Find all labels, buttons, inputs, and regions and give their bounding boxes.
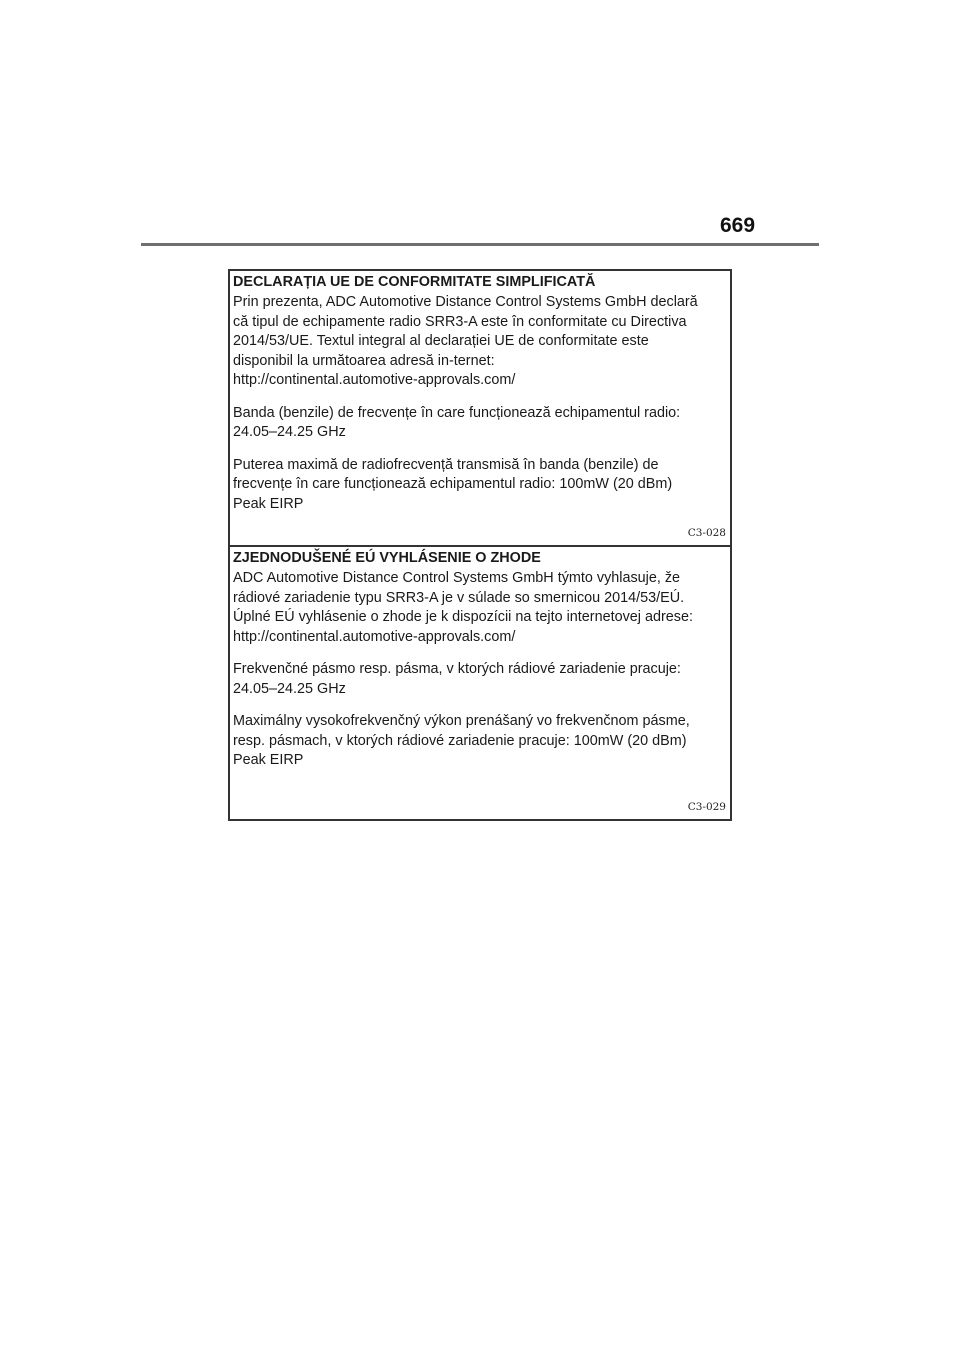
declaration-paragraph <box>233 293 728 391</box>
text-line: Maximálny vysokofrekvenčný výkon prenášaný vo frekvenčnom pásme, <box>233 713 690 729</box>
figure-code: C3-029 <box>687 801 726 813</box>
text-line: rádiové zariadenie typu SRR3-A je v súlade so smernicou 2014/53/EÚ. <box>233 589 685 606</box>
text-line: că tipul de echipamente radio SRR3-A este în conformitate cu Directiva <box>233 313 687 330</box>
text-line: Peak EIRP <box>233 495 304 512</box>
url-text: http://continental.automotive-approvals.com/ <box>233 628 516 645</box>
text-line: ADC Automotive Distance Control Systems GmbH týmto vyhlasuje, že <box>233 570 681 586</box>
text-line: frecvențe în care funcționează echipamentul radio: 100mW (20 dBm) <box>233 476 673 492</box>
declaration-paragraph <box>233 569 728 647</box>
frequency-value: 24.05–24.25 GHz <box>233 424 346 440</box>
page-number: 669 <box>720 214 756 237</box>
frequency-band-paragraph <box>233 660 728 699</box>
declaration-title: ZJEDNODUŠENÉ EÚ VYHLÁSENIE O ZHODE <box>233 550 541 566</box>
frequency-band-paragraph <box>233 404 728 443</box>
text-line: Puterea maximă de radiofrecvență transmisă în banda (benzile) de <box>233 456 659 473</box>
text-line: Banda (benzile) de frecvențe în care funcționează echipamentul radio: <box>233 404 681 421</box>
declaration-slovak <box>230 547 730 819</box>
text-line: 2014/53/UE. Textul integral al declarației UE de conformitate este <box>233 333 649 349</box>
declaration-box <box>228 269 732 821</box>
text-line: Prin prezenta, ADC Automotive Distance Control Systems GmbH declară <box>233 294 698 310</box>
declaration-romanian <box>230 271 730 547</box>
text-line: Frekvenčné pásmo resp. pásma, v ktorých rádiové zariadenie pracuje: <box>233 661 681 677</box>
text-line: Úplné EÚ vyhlásenie o zhode je k dispozícii na tejto internetovej adrese: <box>233 609 693 625</box>
text-line: disponibil la următoarea adresă in-ternet: <box>233 352 495 369</box>
figure-code: C3-028 <box>687 527 726 539</box>
header-rule <box>141 243 819 246</box>
max-power-paragraph <box>233 712 728 771</box>
frequency-value: 24.05–24.25 GHz <box>233 680 346 697</box>
declaration-title: DECLARAȚIA UE DE CONFORMITATE SIMPLIFICATĂ <box>233 274 596 290</box>
text-line: resp. pásmach, v ktorých rádiové zariadenie pracuje: 100mW (20 dBm) <box>233 732 687 749</box>
url-text: http://continental.automotive-approvals.com/ <box>233 372 516 388</box>
max-power-paragraph <box>233 456 728 515</box>
text-line: Peak EIRP <box>233 752 304 768</box>
